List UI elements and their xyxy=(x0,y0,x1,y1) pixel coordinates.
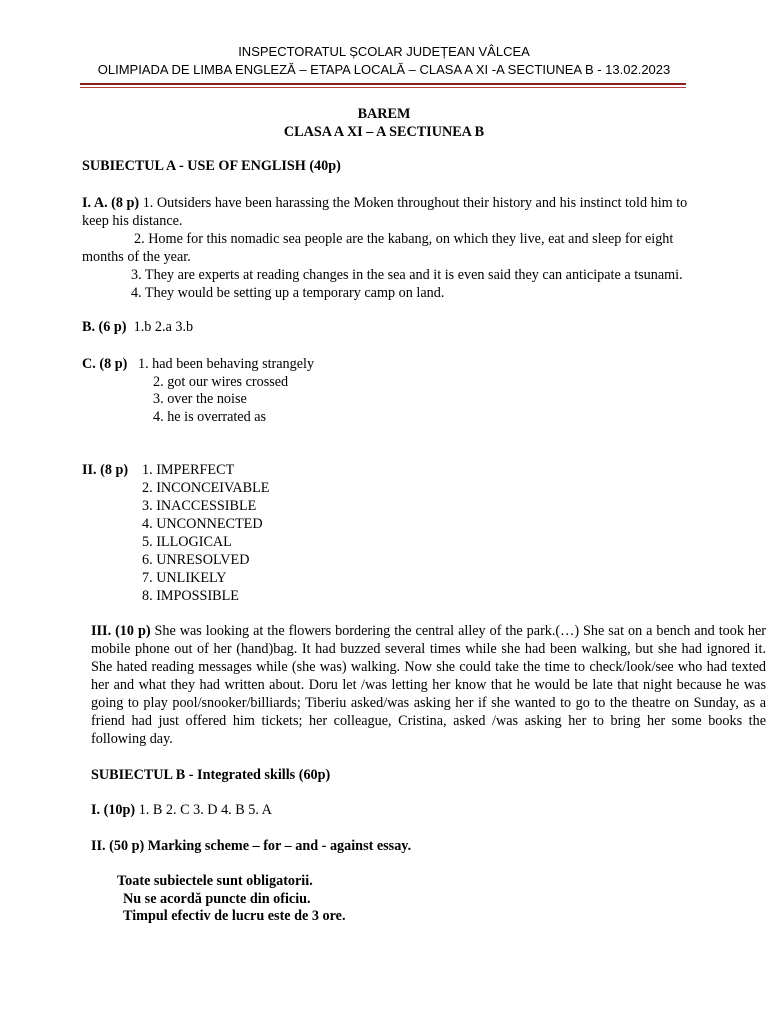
iii-label: III. (10 p) xyxy=(91,623,151,639)
c-line-1 xyxy=(82,355,314,373)
ii-item-8: 8. IMPOSSIBLE xyxy=(142,588,239,604)
ii-item-1: 1. IMPERFECT xyxy=(142,462,235,478)
footer-note-1: Toate subiectele sunt obligatorii. xyxy=(117,873,313,889)
ia-line-1 xyxy=(82,194,687,212)
ia-label: I. A. (8 p) xyxy=(82,195,140,211)
doc-subtitle: CLASA A XI – A SECTIUNEA B xyxy=(283,124,485,140)
ii-item-6: 6. UNRESOLVED xyxy=(142,552,250,568)
ii-item-7: 7. UNLIKELY xyxy=(142,570,227,586)
ia-answer-4: 4. They would be setting up a temporary camp on land. xyxy=(131,285,445,301)
section-b-heading: SUBIECTUL B - Integrated skills (60p) xyxy=(91,767,331,783)
ii-item-2: 2. INCONCEIVABLE xyxy=(142,480,270,496)
footer-note-2: Nu se acordă puncte din oficiu. xyxy=(123,891,311,907)
ii-label: II. (8 p) xyxy=(82,462,129,478)
ii-item-4: 4. UNCONNECTED xyxy=(142,516,263,532)
b-i-label: I. (10p) xyxy=(91,802,136,818)
b-i-answers: 1. B 2. C 3. D 4. B 5. A xyxy=(135,802,272,818)
c-answer-2: 2. got our wires crossed xyxy=(153,374,289,390)
iii-text: She was looking at the flowers bordering the central alley of the park.(…) She sat on a bench and took her mobile phone out of her (hand)bag. It had buzzed several times while she had been walking, but she had ignored it. She hated reading messages while (she was) walking. Now she could take the time to check/look/see who had texted her and what they had written about. Doru let /was letting her know that he would be late that night because he was going to play pool/snooker/billiards; Tiberiu asked/was asking her if she wanted to go to the theatre on Sunday, as a friend had just offered him tickets; her colleague, Cristina, asked /was asking her to bring her some books the following day. xyxy=(91,623,766,747)
c-answer-1: 1. had been behaving strangely xyxy=(137,356,315,372)
ia-answer-3: 3. They are experts at reading changes in the sea and it is even said they can anticipate a tsunami. xyxy=(131,267,683,283)
c-label: C. (8 p) xyxy=(82,356,128,372)
ii-item-3: 3. INACCESSIBLE xyxy=(142,498,257,514)
header-divider-thin xyxy=(80,87,686,88)
b-label: B. (6 p) xyxy=(82,319,127,335)
ia-answer-1: 1. Outsiders have been harassing the Moken throughout their history and his instinct told him to xyxy=(139,195,688,211)
ii-item-5: 5. ILLOGICAL xyxy=(142,534,232,550)
c-answer-4: 4. he is overrated as xyxy=(153,409,267,425)
b-i-line xyxy=(91,801,272,819)
c-answer-3: 3. over the noise xyxy=(153,391,247,407)
b-ii-line: II. (50 p) Marking scheme – for – and - against essay. xyxy=(91,838,412,854)
footer-note-3: Timpul efectiv de lucru este de 3 ore. xyxy=(123,908,346,924)
ia-answer-2-cont: months of the year. xyxy=(82,249,191,265)
header-divider xyxy=(80,83,686,85)
b-answers: 1.b 2.a 3.b xyxy=(133,319,194,335)
section-a-heading: SUBIECTUL A - USE OF ENGLISH (40p) xyxy=(82,158,341,174)
b-line xyxy=(82,318,193,336)
header-institution: INSPECTORATUL ȘCOLAR JUDEȚEAN VÂLCEA xyxy=(238,44,530,59)
ia-answer-2: 2. Home for this nomadic sea people are the kabang, on which they live, eat and sleep for eight xyxy=(134,231,674,247)
header-olympiad: OLIMPIADA DE LIMBA ENGLEZĂ – ETAPA LOCALĂ – CLASA A XI -A SECTIUNEA B - 13.02.2023 xyxy=(97,62,671,77)
doc-title: BAREM xyxy=(357,106,411,122)
iii-paragraph xyxy=(91,622,766,748)
ia-answer-1-cont: keep his distance. xyxy=(82,213,183,229)
